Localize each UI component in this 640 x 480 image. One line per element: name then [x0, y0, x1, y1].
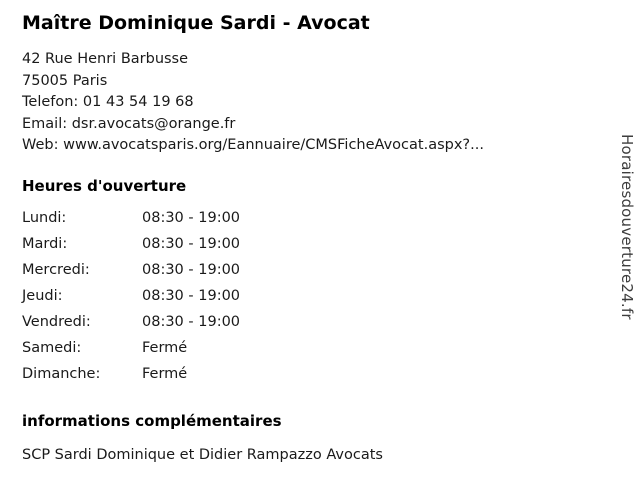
day-label: Dimanche:: [22, 365, 101, 382]
day-hours: 08:30 - 19:00: [142, 209, 241, 226]
website-line: Web: www.avocatsparis.org/Eannuaire/CMSFicheAvocat.aspx?...: [22, 137, 484, 153]
day-label: Mercredi:: [22, 261, 90, 278]
address-city: 75005 Paris: [22, 72, 108, 89]
address-block: [22, 49, 602, 157]
table-row: [22, 209, 240, 235]
opening-hours-table: [22, 209, 240, 391]
day-hours: 08:30 - 19:00: [142, 313, 241, 330]
address-street: 42 Rue Henri Barbusse: [22, 51, 189, 67]
email-line: Email: dsr.avocats@orange.fr: [22, 115, 236, 132]
day-hours: Fermé: [142, 339, 188, 356]
phone-line: Telefon: 01 43 54 19 68: [22, 94, 194, 110]
additional-info-text: SCP Sardi Dominique et Didier Rampazzo Avocats: [22, 446, 383, 463]
day-label: Jeudi:: [22, 287, 63, 304]
table-row: [22, 365, 240, 391]
day-label: Vendredi:: [22, 313, 91, 330]
table-row: [22, 313, 240, 339]
day-label: Mardi:: [22, 235, 68, 252]
table-row: [22, 235, 240, 261]
day-label: Samedi:: [22, 339, 82, 356]
day-hours: 08:30 - 19:00: [142, 287, 241, 304]
table-row: [22, 287, 240, 313]
day-label: Lundi:: [22, 209, 67, 226]
day-hours: 08:30 - 19:00: [142, 235, 241, 252]
table-row: [22, 339, 240, 365]
additional-info-heading: informations complémentaires: [22, 411, 282, 430]
page-title: Maître Dominique Sardi - Avocat: [22, 12, 370, 34]
watermark-label: Horairesdouverture24.fr: [618, 134, 636, 320]
table-row: [22, 261, 240, 287]
opening-hours-heading: Heures d'ouverture: [22, 176, 187, 195]
business-card: [22, 10, 602, 465]
day-hours: 08:30 - 19:00: [142, 261, 241, 278]
day-hours: Fermé: [142, 365, 188, 382]
